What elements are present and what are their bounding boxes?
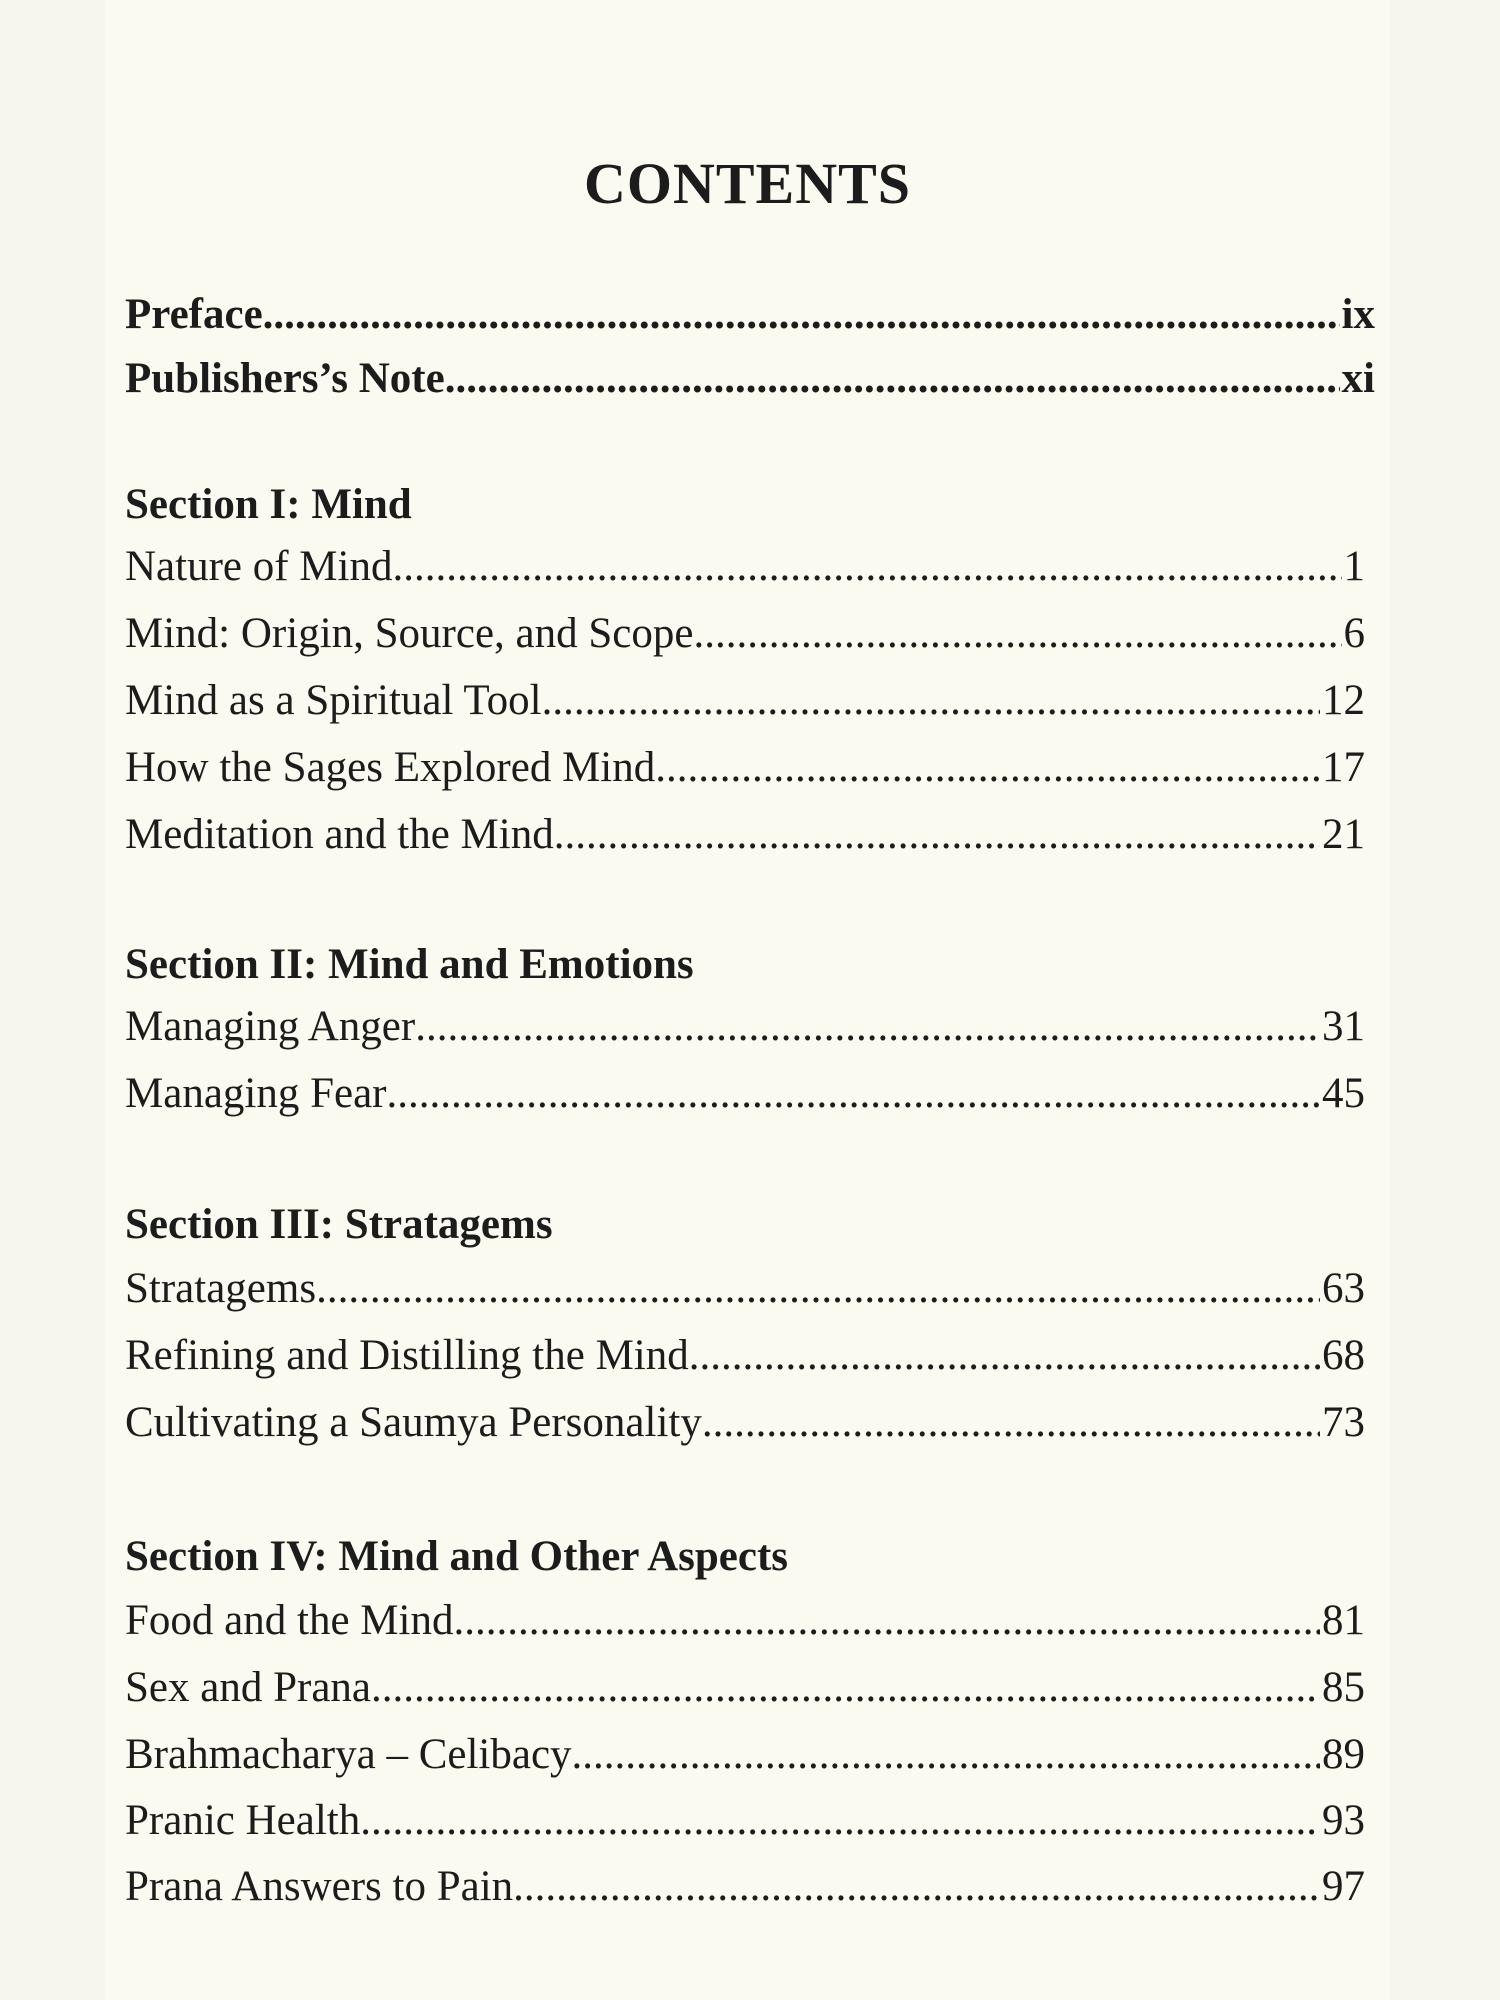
toc-entry[interactable] bbox=[125, 1264, 1365, 1320]
toc-entry-label: Prana Answers to Pain bbox=[125, 1863, 514, 1910]
toc-entry[interactable] bbox=[125, 1663, 1365, 1719]
dot-leader bbox=[554, 810, 1320, 859]
toc-entry-page: 85 bbox=[1322, 1664, 1365, 1711]
toc-entry-page: 93 bbox=[1322, 1797, 1365, 1844]
toc-entry[interactable] bbox=[125, 542, 1365, 598]
toc-entry-page: 89 bbox=[1322, 1731, 1365, 1778]
toc-entry-page: 21 bbox=[1322, 811, 1365, 858]
dot-leader bbox=[263, 290, 1340, 339]
toc-entry-preface[interactable] bbox=[125, 290, 1375, 346]
dot-leader bbox=[387, 1069, 1320, 1118]
toc-entry[interactable] bbox=[125, 1730, 1365, 1786]
toc-entry-page: 73 bbox=[1322, 1399, 1365, 1446]
toc-entry[interactable] bbox=[125, 1398, 1365, 1454]
toc-entry-label: Mind: Origin, Source, and Scope bbox=[125, 610, 694, 657]
dot-leader bbox=[415, 1002, 1320, 1051]
toc-entry[interactable] bbox=[125, 1331, 1365, 1387]
toc-entry-label: Mind as a Spiritual Tool bbox=[125, 677, 542, 724]
dot-leader bbox=[453, 1596, 1320, 1645]
dot-leader bbox=[393, 542, 1342, 591]
toc-entry-page: 1 bbox=[1343, 543, 1365, 590]
dot-leader bbox=[693, 609, 1341, 658]
toc-entry[interactable] bbox=[125, 609, 1365, 665]
dot-leader bbox=[655, 743, 1320, 792]
toc-entry[interactable] bbox=[125, 743, 1365, 799]
toc-entry-page: 31 bbox=[1322, 1003, 1365, 1050]
toc-entry-page: 17 bbox=[1322, 744, 1365, 791]
toc-entry[interactable] bbox=[125, 1596, 1365, 1652]
toc-entry-label: Pranic Health bbox=[125, 1797, 361, 1844]
toc-entry[interactable] bbox=[125, 1069, 1365, 1125]
toc-entry-page: 81 bbox=[1322, 1597, 1365, 1644]
toc-entry[interactable] bbox=[125, 676, 1365, 732]
dot-leader bbox=[371, 1663, 1320, 1712]
dot-leader bbox=[542, 676, 1320, 725]
toc-entry-label: Publishers’s Note bbox=[125, 355, 445, 402]
toc-entry-label: Food and the Mind bbox=[125, 1597, 454, 1644]
toc-entry-page: 63 bbox=[1322, 1265, 1365, 1312]
dot-leader bbox=[445, 354, 1340, 403]
toc-entry-page: xi bbox=[1341, 355, 1375, 402]
dot-leader bbox=[316, 1264, 1320, 1313]
toc-entry-publishers-note[interactable] bbox=[125, 354, 1375, 410]
toc-entry-label: Sex and Prana bbox=[125, 1664, 371, 1711]
book-page bbox=[105, 0, 1390, 2000]
section-heading-2: Section II: Mind and Emotions bbox=[125, 941, 694, 988]
section-heading-3: Section III: Stratagems bbox=[125, 1201, 553, 1248]
toc-entry[interactable] bbox=[125, 1796, 1365, 1852]
toc-entry-label: Nature of Mind bbox=[125, 543, 393, 590]
toc-entry-label: How the Sages Explored Mind bbox=[125, 744, 656, 791]
section-heading-4: Section IV: Mind and Other Aspects bbox=[125, 1533, 788, 1580]
toc-entry[interactable] bbox=[125, 1002, 1365, 1058]
toc-entry[interactable] bbox=[125, 1862, 1365, 1918]
page-title: CONTENTS bbox=[583, 151, 912, 216]
section-heading-1: Section I: Mind bbox=[125, 481, 412, 528]
toc-entry-page: 6 bbox=[1343, 610, 1365, 657]
toc-entry-page: 45 bbox=[1322, 1070, 1365, 1117]
toc-entry-label: Preface bbox=[125, 291, 263, 338]
dot-leader bbox=[513, 1862, 1320, 1911]
toc-entry-label: Managing Anger bbox=[125, 1003, 416, 1050]
toc-entry-label: Managing Fear bbox=[125, 1070, 387, 1117]
toc-entry-page: ix bbox=[1341, 291, 1375, 338]
toc-entry-page: 97 bbox=[1322, 1863, 1365, 1910]
toc-entry-label: Refining and Distilling the Mind bbox=[125, 1332, 689, 1379]
dot-leader bbox=[360, 1796, 1320, 1845]
toc-entry-label: Stratagems bbox=[125, 1265, 317, 1312]
dot-leader bbox=[689, 1331, 1320, 1380]
dot-leader bbox=[702, 1398, 1320, 1447]
toc-entry-label: Meditation and the Mind bbox=[125, 811, 554, 858]
toc-entry-label: Cultivating a Saumya Personality bbox=[125, 1399, 702, 1446]
toc-entry-label: Brahmacharya – Celibacy bbox=[125, 1731, 572, 1778]
toc-entry[interactable] bbox=[125, 810, 1365, 866]
toc-entry-page: 12 bbox=[1322, 677, 1365, 724]
toc-entry-page: 68 bbox=[1322, 1332, 1365, 1379]
dot-leader bbox=[572, 1730, 1320, 1779]
